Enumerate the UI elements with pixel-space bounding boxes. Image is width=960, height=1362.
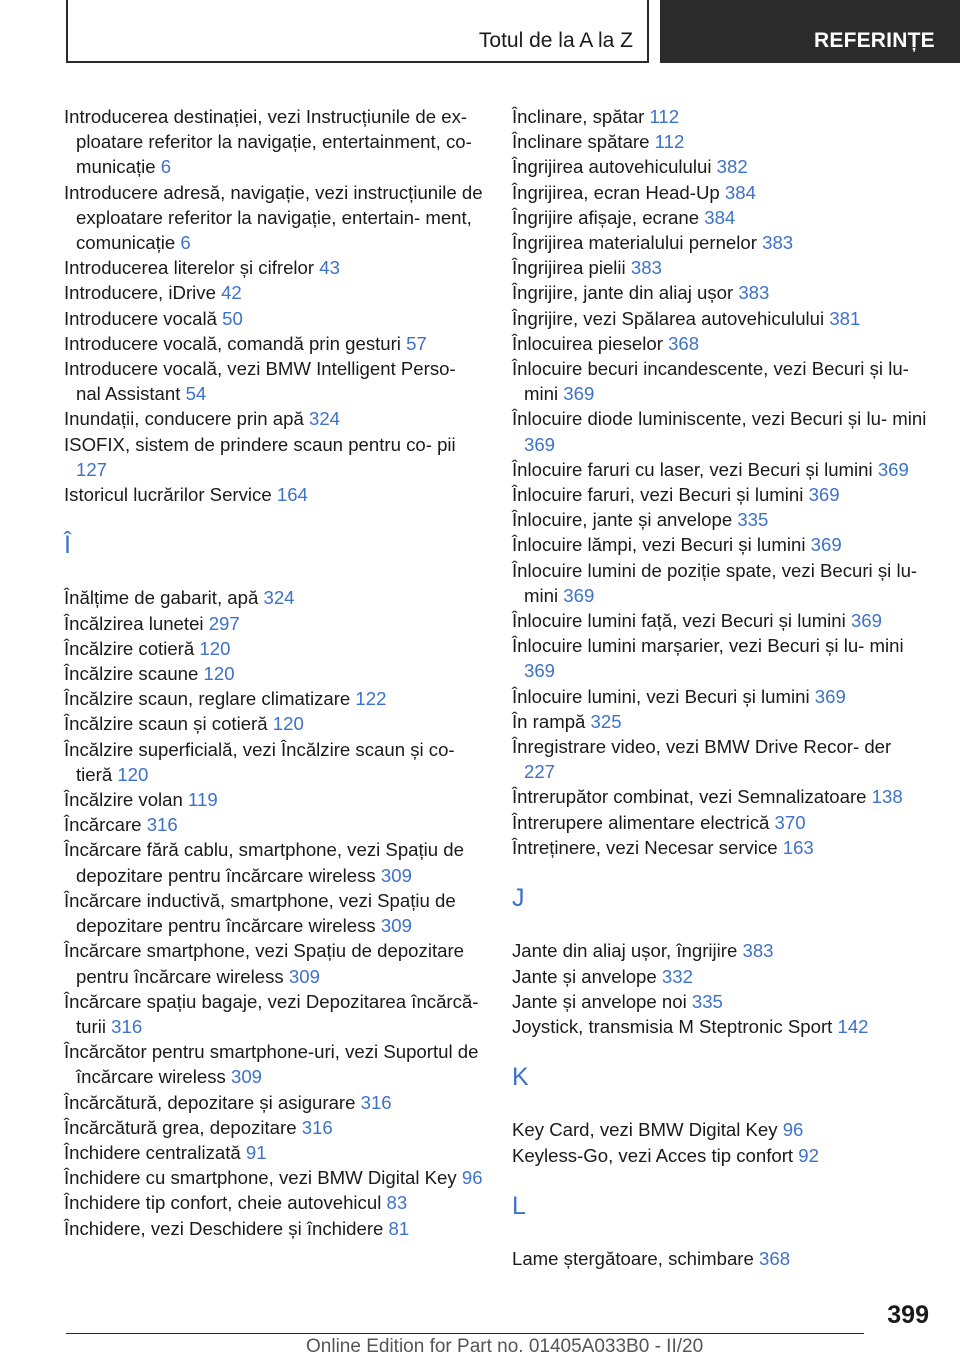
index-page-link[interactable]: 381	[829, 307, 861, 329]
index-page-link[interactable]: 122	[355, 688, 387, 710]
index-entry	[64, 686, 484, 711]
index-page-link[interactable]: 324	[309, 408, 341, 430]
index-entry	[64, 1039, 484, 1089]
index-page-link[interactable]: 383	[742, 940, 774, 962]
index-entry-text: Înlocuire lumini, vezi Becuri și lumini	[512, 685, 815, 707]
index-entry-text: Keyless-Go, vezi Acces tip confort	[512, 1144, 799, 1166]
index-page-link[interactable]: 6	[160, 156, 172, 178]
index-entry	[512, 989, 927, 1014]
index-entry-text: Istoricul lucrărilor Service	[64, 484, 277, 506]
index-page-link[interactable]: 127	[76, 458, 108, 480]
index-column-right	[512, 104, 927, 1271]
index-entry-text: Închidere cu smartphone, vezi BMW Digital Key	[64, 1167, 462, 1189]
index-entry-text: Îngrijirea materialului pernelor	[512, 232, 763, 254]
index-page-link[interactable]: 369	[877, 458, 909, 480]
index-page-link[interactable]: 83	[386, 1192, 408, 1214]
index-letter-heading: K	[512, 1063, 529, 1092]
index-page-link[interactable]: 369	[850, 610, 882, 632]
index-page-link[interactable]: 142	[837, 1015, 869, 1037]
index-page-link[interactable]: 335	[691, 990, 723, 1012]
index-entry	[512, 633, 927, 683]
index-entry-text: Joystick, transmisia M Steptronic Sport	[512, 1015, 838, 1037]
index-entry-text: Întrerupător combinat, vezi Semnalizatoare	[512, 786, 872, 808]
index-entry	[64, 1090, 484, 1115]
index-entry	[512, 154, 927, 179]
index-entry-text: Jante din aliaj ușor, îngrijire	[512, 940, 743, 962]
index-entry	[512, 938, 927, 963]
index-entry	[512, 180, 927, 205]
index-entry-text: Încălzirea lunetei	[64, 612, 209, 634]
index-entry	[512, 406, 927, 456]
section-title: REFERINȚE	[814, 29, 935, 52]
index-entry-text: Înlocuire lumini marșarier, vezi Becuri și lu‐ mini	[512, 635, 904, 657]
index-page-link[interactable]: 112	[649, 106, 680, 127]
index-page-link[interactable]: 382	[716, 156, 748, 178]
index-page-link[interactable]: 309	[380, 915, 412, 937]
index-entry	[64, 1216, 484, 1241]
index-entry	[512, 457, 927, 482]
index-entry-text: Încălzire scaun și cotieră	[64, 713, 273, 735]
index-entry-text: Îngrijire, vezi Spălarea autovehiculului	[512, 307, 830, 329]
index-page-link[interactable]: 309	[380, 864, 412, 886]
index-entry-text: Încălzire cotieră	[64, 637, 200, 659]
index-entry	[512, 1014, 927, 1039]
index-page-link[interactable]: 54	[185, 383, 207, 405]
index-page-link[interactable]: 120	[272, 713, 304, 735]
index-page-link[interactable]: 325	[590, 710, 622, 732]
index-page-link[interactable]: 81	[388, 1217, 410, 1239]
index-entry-text: Încărcare	[64, 814, 147, 836]
index-entry-text: Lame ștergătoare, schimbare	[512, 1247, 760, 1269]
index-page-link[interactable]: 309	[288, 965, 320, 987]
index-entry	[512, 356, 927, 406]
index-entry	[64, 812, 484, 837]
index-entry-text: Încărcare spațiu bagaje, vezi Depozitarea încărcă‐ turii	[64, 990, 479, 1037]
index-entry	[512, 558, 927, 608]
chapter-title: Totul de la A la Z	[478, 29, 633, 52]
index-entry-text: Îngrijirea, ecran Head-Up	[512, 181, 725, 203]
index-entry-text: Înclinare, spătar	[512, 106, 650, 127]
index-entry	[512, 507, 927, 532]
index-entry	[64, 180, 484, 256]
index-entry	[512, 734, 927, 784]
index-entry-text: Îngrijirea autovehiculului	[512, 156, 717, 178]
index-entry	[512, 835, 927, 860]
index-entry-text: Îngrijire, jante din aliaj ușor	[512, 282, 739, 304]
index-page-link[interactable]: 120	[199, 637, 231, 659]
index-entry	[512, 306, 927, 331]
index-entry-text: Introducere vocală, comandă prin gesturi	[64, 332, 407, 354]
index-entry-text: Înlocuire, jante și anvelope	[512, 509, 738, 531]
index-entry-text: Încărcare fără cablu, smartphone, vezi Spațiu de depozitare pentru încărcare wireless	[64, 839, 464, 886]
index-page-link[interactable]: 369	[524, 433, 556, 455]
index-entry-text: Încărcare smartphone, vezi Spațiu de depozitare pentru încărcare wireless	[64, 940, 464, 987]
index-entry-text: Jante și anvelope noi	[512, 990, 692, 1012]
index-entry	[64, 280, 484, 305]
index-page-link[interactable]: 368	[668, 332, 700, 354]
index-entry	[64, 1165, 484, 1190]
index-entry	[64, 585, 484, 610]
index-page-link[interactable]: 316	[146, 814, 178, 836]
index-entry	[64, 306, 484, 331]
index-page-link[interactable]: 383	[738, 282, 770, 304]
footer-divider	[66, 1333, 864, 1334]
index-page-link[interactable]: 369	[810, 534, 842, 556]
index-page-link[interactable]: 112	[654, 131, 685, 153]
index-entry	[64, 737, 484, 787]
index-page-link[interactable]: 57	[406, 332, 427, 354]
index-entry	[512, 532, 927, 557]
index-entry	[512, 129, 927, 154]
index-entry-text: Întreținere, vezi Necesar service	[512, 836, 783, 858]
index-page-link[interactable]: 383	[630, 257, 662, 279]
index-entry-text: Inundații, conducere prin apă	[64, 408, 309, 430]
index-entry-text: Înlocuire lămpi, vezi Becuri și lumini	[512, 534, 811, 556]
index-entry	[64, 1140, 484, 1165]
index-page-link[interactable]: 384	[704, 206, 736, 228]
index-entry	[64, 356, 484, 406]
index-entry-text: Închidere, vezi Deschidere și închidere	[64, 1217, 389, 1239]
index-entry	[512, 684, 927, 709]
index-entry-text: Închidere centralizată	[64, 1141, 246, 1163]
index-entry-text: Încărcătură grea, depozitare	[64, 1116, 302, 1138]
index-page-link[interactable]: 369	[524, 660, 556, 682]
index-entry-text: Jante și anvelope	[512, 965, 662, 987]
index-page-link[interactable]: 6	[180, 232, 191, 254]
index-entry	[512, 810, 927, 835]
index-column-left	[64, 104, 484, 1241]
index-letter-heading: L	[512, 1191, 526, 1220]
index-entry	[64, 888, 484, 938]
index-entry-text: Înlocuire lumini de poziție spate, vezi Becuri și lu‐ mini	[512, 559, 918, 606]
index-entry	[512, 1143, 927, 1168]
index-entry-text: Încălzire volan	[64, 789, 189, 811]
index-entry-text: Închidere tip confort, cheie autovehicul	[64, 1192, 387, 1214]
index-page-link[interactable]: 316	[360, 1091, 392, 1113]
index-page-link[interactable]: 369	[563, 584, 595, 606]
index-entry	[512, 255, 927, 280]
index-page-link[interactable]: 163	[782, 836, 814, 858]
index-entry	[64, 938, 484, 988]
index-entry-text: Înlocuire faruri cu laser, vezi Becuri și lumini	[512, 458, 878, 480]
index-entry	[64, 989, 484, 1039]
index-page-link[interactable]: 96	[461, 1167, 483, 1189]
index-entry-text: Încărcătură, depozitare și asigurare	[64, 1091, 361, 1113]
index-page-link[interactable]: 42	[221, 282, 242, 304]
index-entry-text: Introducerea literelor și cifrelor	[64, 257, 320, 279]
index-entry	[64, 611, 484, 636]
index-page-link[interactable]: 384	[724, 181, 756, 203]
index-entry	[64, 711, 484, 736]
index-entry-text: Înlocuire faruri, vezi Becuri și lumini	[512, 484, 809, 506]
index-entry-text: ISOFIX, sistem de prindere scaun pentru co‐ pii	[64, 433, 456, 455]
index-page-link[interactable]: 119	[188, 789, 218, 811]
page-number: 399	[887, 1301, 929, 1329]
index-entry-text: Înclinare spătare	[512, 131, 655, 153]
index-entry-text: Încărcare inductivă, smartphone, vezi Spațiu de depozitare pentru încărcare wireless	[64, 889, 456, 937]
index-page-link[interactable]: 324	[263, 587, 295, 609]
index-entry	[512, 964, 927, 989]
index-page-link[interactable]: 297	[208, 612, 240, 634]
index-page-link[interactable]: 227	[524, 761, 556, 783]
index-entry-text: Înregistrare video, vezi BMW Drive Recor‐ der	[512, 736, 892, 758]
index-letter-heading: J	[512, 884, 525, 913]
index-entry	[64, 255, 484, 280]
index-entry	[512, 230, 927, 255]
index-entry	[64, 1115, 484, 1140]
index-entry-text: Înălțime de gabarit, apă	[64, 587, 264, 609]
index-page-link[interactable]: 335	[737, 509, 769, 531]
index-entry	[512, 482, 927, 507]
index-page-link[interactable]: 120	[117, 763, 149, 785]
index-page-link[interactable]: 369	[814, 685, 846, 707]
index-entry	[64, 636, 484, 661]
index-entry	[64, 406, 484, 431]
index-entry	[512, 608, 927, 633]
index-page-link[interactable]: 138	[871, 786, 903, 808]
index-page-link[interactable]: 383	[762, 232, 794, 254]
index-letter-heading: Î	[64, 531, 71, 560]
index-entry-text: În rampă	[512, 710, 591, 732]
index-entry-text: Înlocuire lumini față, vezi Becuri și lumini	[512, 610, 851, 632]
index-page-link[interactable]: 96	[782, 1119, 804, 1141]
index-entry	[512, 280, 927, 305]
index-page-link[interactable]: 91	[245, 1141, 267, 1163]
index-entry	[512, 709, 927, 734]
index-page-link[interactable]: 370	[774, 811, 806, 833]
index-entry	[512, 205, 927, 230]
index-page-link[interactable]: 309	[231, 1066, 263, 1088]
index-page-link[interactable]: 369	[563, 383, 595, 405]
index-page-link[interactable]: 120	[203, 663, 235, 685]
index-entry	[64, 837, 484, 887]
index-entry-text: Înlocuirea pieselor	[512, 332, 669, 354]
index-entry	[512, 104, 927, 129]
index-entry	[512, 331, 927, 356]
index-entry-text: Introducere adresă, navigație, vezi instrucțiunile de exploatare referitor la navigație, entertain‐ ment, comunicație	[64, 181, 483, 254]
index-entry	[64, 482, 484, 507]
index-entry-text: Încălzire scaune	[64, 663, 204, 685]
index-page-link[interactable]: 316	[301, 1116, 333, 1138]
header-chapter-box	[66, 0, 649, 63]
index-entry	[64, 1190, 484, 1215]
index-entry-text: Încărcător pentru smartphone-uri, vezi Suportul de încărcare wireless	[64, 1041, 479, 1088]
index-page-link[interactable]: 164	[276, 484, 308, 506]
index-entry-text: Îngrijire afișaje, ecrane	[512, 206, 705, 228]
footer-edition-text: Online Edition for Part no. 01405A033B0 - II/20	[306, 1336, 704, 1357]
index-entry	[64, 432, 484, 482]
index-entry	[64, 661, 484, 686]
index-page-link[interactable]: 332	[661, 965, 693, 987]
index-page-link[interactable]: 92	[798, 1144, 819, 1166]
index-entry	[64, 104, 484, 180]
index-entry	[512, 784, 927, 809]
index-page-link[interactable]: 43	[319, 257, 340, 279]
index-entry-text: Introducerea destinației, vezi Instrucțiunile de ex‐ ploatare referitor la navigație, entertainment, co‐ municație	[64, 106, 472, 178]
index-entry-text: Introducere, iDrive	[64, 282, 222, 304]
index-entry	[512, 1246, 927, 1271]
index-entry-text: Introducere vocală	[64, 307, 223, 329]
index-entry	[64, 331, 484, 356]
index-entry-text: Introducere vocală, vezi BMW Intelligent Perso‐ nal Assistant	[64, 358, 456, 405]
index-page-link[interactable]: 369	[808, 484, 840, 506]
index-page-link[interactable]: 316	[111, 1015, 143, 1037]
index-entry	[512, 1117, 927, 1142]
index-entry-text: Înlocuire diode luminiscente, vezi Becuri și lu‐ mini	[512, 408, 927, 430]
index-page-link[interactable]: 368	[759, 1247, 791, 1269]
index-entry-text: Încălzire superficială, vezi Încălzire scaun și co‐ tieră	[64, 738, 455, 785]
index-entry-text: Înlocuire becuri incandescente, vezi Becuri și lu‐ mini	[512, 358, 909, 405]
header-section-tab[interactable]	[660, 0, 960, 63]
index-entry-text: Încălzire scaun, reglare climatizare	[64, 688, 356, 710]
index-entry-text: Îngrijirea pielii	[512, 257, 631, 279]
index-entry	[64, 787, 484, 812]
index-entry-text: Key Card, vezi BMW Digital Key	[512, 1119, 783, 1141]
index-page-link[interactable]: 50	[222, 307, 243, 329]
index-entry-text: Întrerupere alimentare electrică	[512, 811, 775, 833]
